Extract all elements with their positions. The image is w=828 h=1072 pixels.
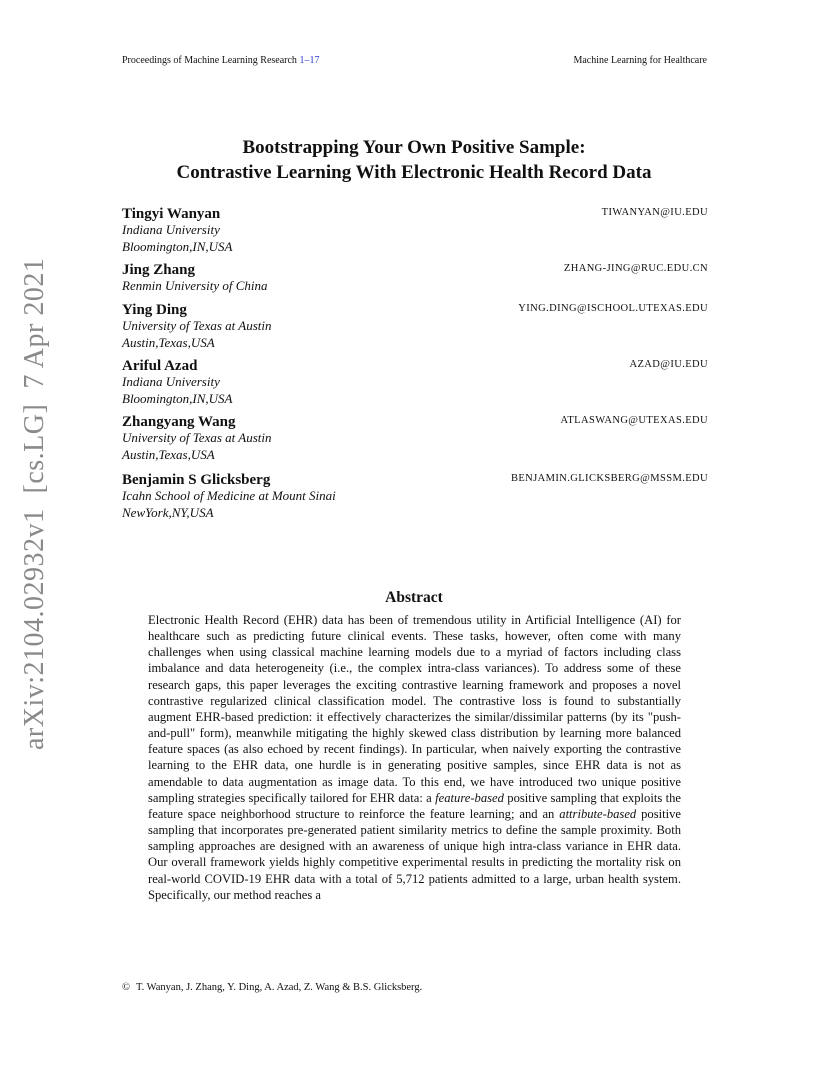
page-range-link[interactable]: 1–17 [299,55,320,66]
author-name: Benjamin S Glicksberg [122,472,271,488]
author-email: ZHANG-JING@RUC.EDU.CN [563,263,708,274]
author-location: Bloomington,IN,USA [122,238,233,254]
author-affiliation: Indiana University [122,222,220,237]
author-block [122,302,708,358]
running-head-venue: Machine Learning for Healthcare [573,55,707,66]
abstract-text: Electronic Health Record (EHR) data has been of tremendous utility in Artificial Intelligence (AI) for healthcare such as predicting future clinical events. These tasks, however, often come with many challenges when using classical machine learning models due to a myriad of factors including class imbalance and data heterogeneity (i.e., the complex intra-class variances). To address some of these research gaps, this paper leverages the exciting contrastive learning framework and proposes a novel contrastive regularized clinical classification model. The contrastive loss is found to substantially augment EHR-based prediction: it effectively characterizes the similar/dissimilar patterns (by its "push-and-pull" form), meanwhile mitigating the highly skewed class distribution by learning more balanced feature spaces (as also echoed by recent findings). In particular, when naively exporting the contrastive learning to the EHR data, one hurdle is in generating positive samples, since EHR data is not as amendable to data augmentation as image data. To this end, we have introduced two unique positive sampling strategies specifically tailored for EHR data: a feature-based positive sampling that exploits the feature space neighborhood structure to reinforce the feature learning; and an attribute-based positive sampling that incorporates pre-generated patient similarity metrics to define the sample proximity. Both sampling approaches are designed with an awareness of unique high intra-class variance in EHR data. Our overall framework yields highly competitive experimental results in predicting the mortality risk on real-world COVID-19 EHR data with a total of 5,712 patients admitted to a large, urban health system. Specifically, our method reaches a [148,613,681,902]
author-location: Austin,Texas,USA [122,446,215,462]
author-name: Tingyi Wanyan [122,206,221,222]
author-email: BENJAMIN.GLICKSBERG@MSSM.EDU [510,473,708,484]
emphasis-attribute-based: attribute-based [559,806,637,821]
emphasis-feature-based: feature-based [435,790,504,805]
author-affiliation: Renmin University of China [122,278,268,293]
author-list [122,206,708,528]
author-block [122,358,708,414]
running-head [122,55,707,71]
author-affiliation: Icahn School of Medicine at Mount Sinai [122,488,336,503]
author-email: TIWANYAN@IU.EDU [601,207,708,218]
author-block [122,414,708,472]
author-affiliation: University of Texas at Austin [122,430,272,445]
author-email: ATLASWANG@UTEXAS.EDU [560,415,708,426]
author-location: Austin,Texas,USA [122,334,215,350]
author-block [122,262,708,302]
paper-title [0,135,828,185]
author-name: Zhangyang Wang [122,414,236,430]
title-line-1: Bootstrapping Your Own Positive Sample: [242,137,586,158]
author-block [122,472,708,528]
arxiv-identifier-stamp: arXiv:2104.02932v1 [cs.LG] 7 Apr 2021 [19,257,50,750]
abstract-heading: Abstract [385,589,443,606]
author-name: Ying Ding [122,302,187,318]
title-line-2: Contrastive Learning With Electronic Health Record Data [176,162,652,183]
author-block [122,206,708,262]
running-head-journal: Proceedings of Machine Learning Research 1–17 [122,55,320,66]
author-name: Jing Zhang [122,262,195,278]
copyright-text: T. Wanyan, J. Zhang, Y. Ding, A. Azad, Z. Wang & B.S. Glicksberg. [135,982,423,993]
author-location: NewYork,NY,USA [122,504,214,520]
author-email: YING.DING@ISCHOOL.UTEXAS.EDU [518,303,708,314]
copyright-footer [122,982,422,993]
author-email: AZAD@IU.EDU [629,359,708,370]
copyright-icon: © [122,982,130,993]
author-location: Bloomington,IN,USA [122,390,233,406]
author-affiliation: University of Texas at Austin [122,318,272,333]
author-name: Ariful Azad [122,358,198,374]
author-affiliation: Indiana University [122,374,220,389]
